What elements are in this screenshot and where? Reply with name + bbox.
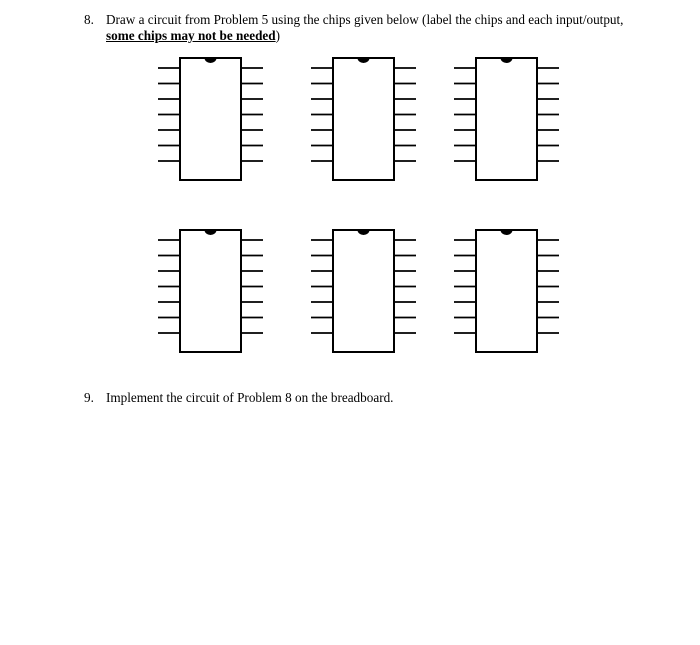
problem-8-close: ) bbox=[275, 28, 281, 43]
chip-6 bbox=[454, 230, 559, 352]
chip-body bbox=[180, 230, 241, 352]
chip-body bbox=[333, 58, 394, 180]
chip-5 bbox=[311, 230, 416, 352]
problem-8-number: 8. bbox=[84, 12, 94, 27]
chip-3 bbox=[454, 58, 559, 180]
chip-4 bbox=[158, 230, 263, 352]
problem-9-number: 9. bbox=[84, 390, 94, 405]
chip-2 bbox=[311, 58, 416, 180]
problem-9-text: Implement the circuit of Problem 8 on the breadboard. bbox=[106, 390, 394, 405]
problem-9 bbox=[84, 390, 644, 406]
chip-body bbox=[476, 58, 537, 180]
chip-body bbox=[476, 230, 537, 352]
problem-8-emphasis: some chips may not be needed bbox=[106, 28, 276, 43]
problem-8-instruction: Draw a circuit from Problem 5 using the chips given below (label the chips and each input/output, bbox=[106, 12, 624, 27]
chip-body bbox=[180, 58, 241, 180]
chip-1 bbox=[158, 58, 263, 180]
chip-group bbox=[158, 58, 559, 352]
chip-body bbox=[333, 230, 394, 352]
